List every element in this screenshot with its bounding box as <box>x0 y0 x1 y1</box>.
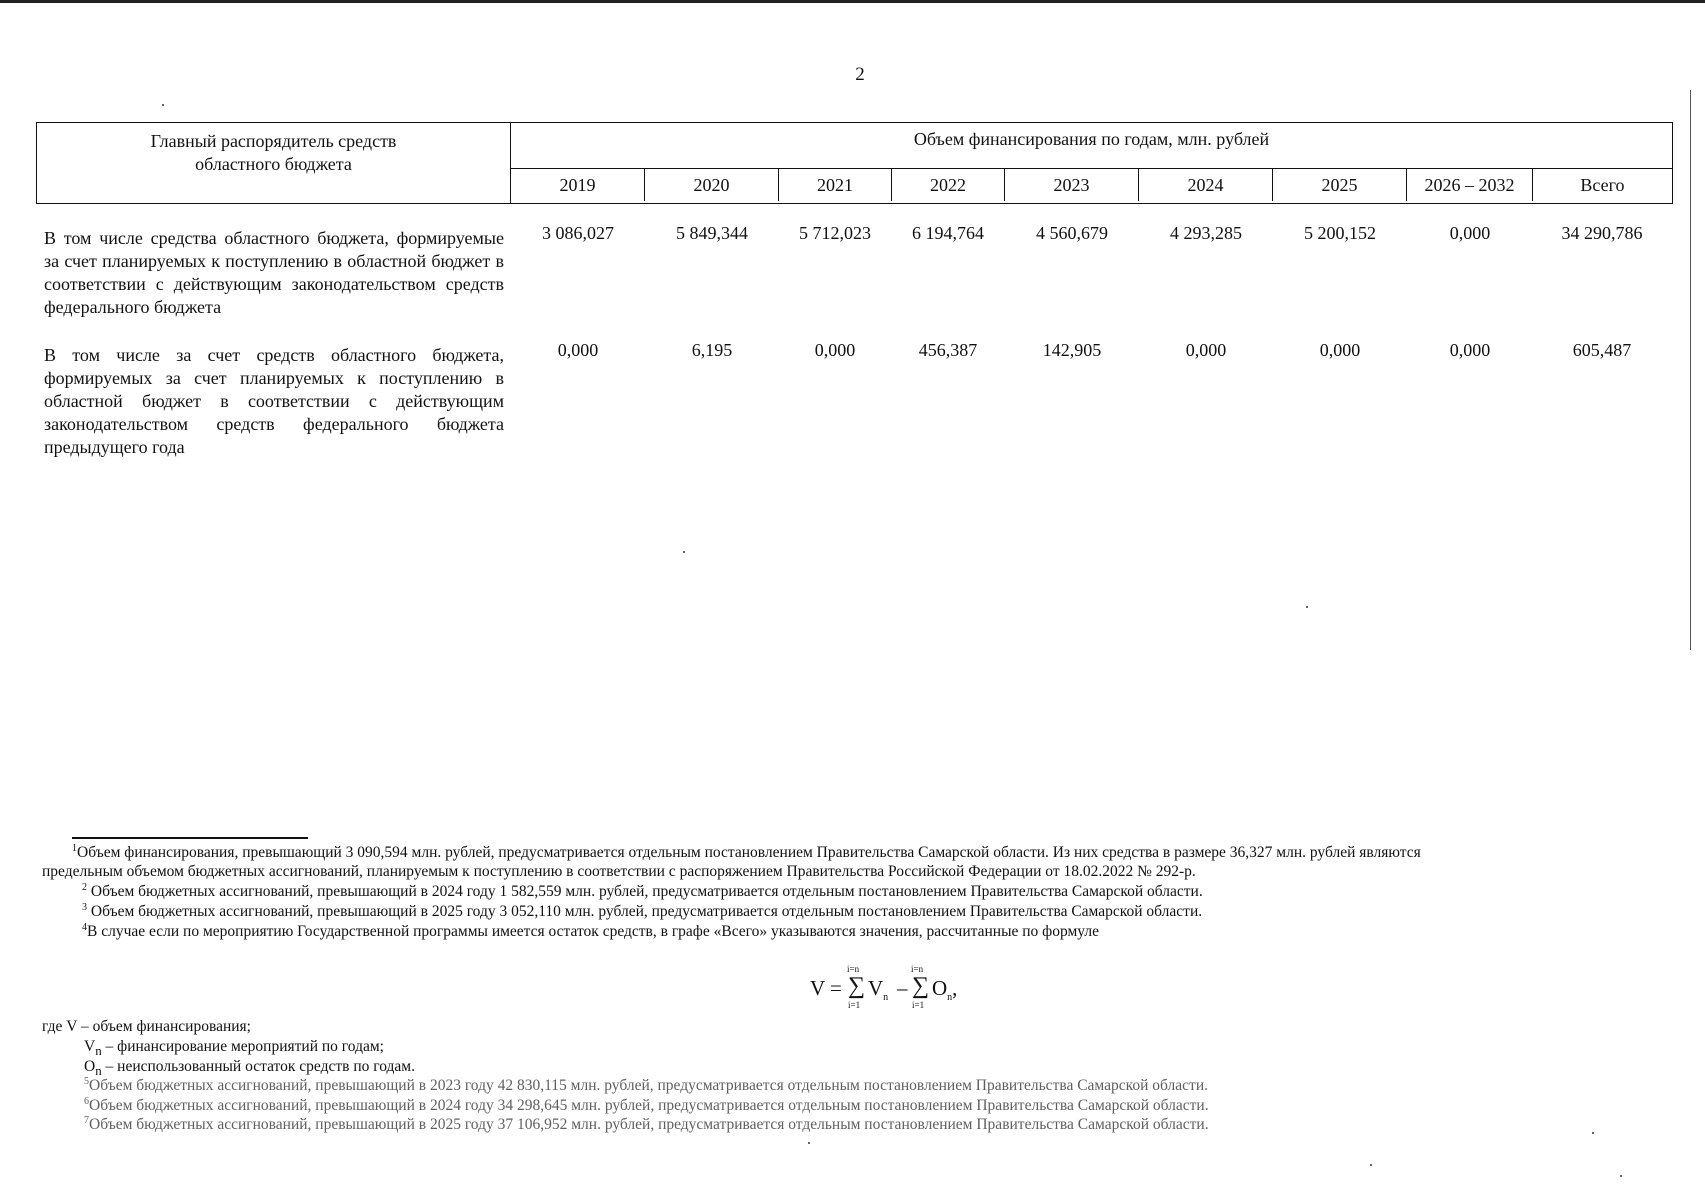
page-number: 2 <box>855 64 865 85</box>
scan-speck <box>1592 1132 1594 1134</box>
header-year-2024: 2024 <box>1139 169 1273 201</box>
footnote-4 <box>82 922 1099 941</box>
scan-speck <box>1306 606 1308 608</box>
footnote-4-mark: 4 <box>82 921 87 933</box>
formula-term2 <box>932 976 957 1003</box>
row-2-value-2019: 0,000 <box>557 340 599 360</box>
sum-icon: ∑ <box>912 973 930 999</box>
header-budget-holder-line2: областного бюджета <box>195 154 352 174</box>
footnote-7-text: Объем бюджетных ассигнований, превышающий в 2025 году 37 106,952 млн. рублей, предусматривается отдельным постановлением Правительства Самарской области. <box>89 1116 1209 1133</box>
formula-sum2-top: i=n <box>911 964 924 974</box>
footnote-7 <box>84 1115 1209 1134</box>
header-total: Всего <box>1580 175 1625 195</box>
header-year-2020: 2020 <box>645 169 779 201</box>
scan-speck <box>1370 1164 1372 1166</box>
formula-on-text: – неиспользованный остаток средств по годам. <box>101 1058 415 1075</box>
footnote-1-line1 <box>72 843 1684 862</box>
formula-term1-sub: n <box>883 992 889 1004</box>
header-funding-by-year: Объем финансирования по годам, млн. рублей <box>511 123 1672 169</box>
footnote-2-mark: 2 <box>82 881 87 893</box>
formula-term2-sub: n <box>947 992 953 1004</box>
footnote-2 <box>82 882 1203 901</box>
footnote-7-mark: 7 <box>84 1114 89 1126</box>
scan-speck <box>1620 1175 1622 1177</box>
footnote-6-text: Объем бюджетных ассигнований, превышающий в 2024 году 34 298,645 млн. рублей, предусматривается отдельным постановлением Правительства Самарской области. <box>89 1097 1209 1114</box>
scan-right-edge <box>1690 90 1691 650</box>
formula-on-sub: n <box>95 1063 102 1079</box>
row-1-label: В том числе средства областного бюджета, формируемые за счет планируемых к поступлению в областной бюджет в соответствии с действующим законодательством средств федерального бюджета <box>44 228 504 317</box>
footnote-1-line2: предельным объемом бюджетных ассигнований, планируемым к поступлению в соответствии с распоряжением Правительства Российской Федерации от 18.02.2022 № 292-р. <box>42 863 1196 880</box>
header-year-2021: 2021 <box>779 169 892 201</box>
footnote-6 <box>84 1096 1209 1115</box>
row-1-value-2023: 4 560,679 <box>1036 223 1108 243</box>
footnote-5 <box>84 1076 1208 1095</box>
footnote-5-text: Объем бюджетных ассигнований, превышающий в 2023 году 42 830,115 млн. рублей, предусматривается отдельным постановлением Правительства Самарской области. <box>89 1077 1208 1094</box>
scan-top-edge <box>0 0 1705 3</box>
row-2-value-2022: 456,387 <box>918 340 978 360</box>
formula-tail: , <box>952 976 958 1000</box>
formula-minus: – <box>897 976 908 1000</box>
scan-speck <box>683 551 685 553</box>
footnote-4-text: В случае если по мероприятию Государственной программы имеется остаток средств, в графе «Всего» указываются значения, рассчитанные по формуле <box>87 923 1099 940</box>
formula-term2-letter: O <box>932 976 948 1000</box>
row-1-value-2024: 4 293,285 <box>1170 223 1242 243</box>
sum-icon: ∑ <box>848 973 866 999</box>
row-2-value-2026-2032: 0,000 <box>1449 340 1491 360</box>
footnote-3 <box>82 902 1202 921</box>
formula-sum1-bottom: i=1 <box>848 1000 861 1010</box>
header-year-2022: 2022 <box>892 169 1005 201</box>
formula-vn-sub: n <box>95 1043 102 1059</box>
header-year-2019: 2019 <box>511 169 645 201</box>
row-1-value-2021: 5 712,023 <box>799 223 871 243</box>
table-header <box>36 122 1673 204</box>
header-budget-holder-line1: Главный распорядитель средств <box>150 131 397 151</box>
formula-on-letter: O <box>84 1058 96 1075</box>
row-2-value-total: 605,487 <box>1572 340 1632 360</box>
row-1-value-2025: 5 200,152 <box>1304 223 1376 243</box>
header-year-2026-2032: 2026 – 2032 <box>1407 169 1533 201</box>
row-2-value-2021: 0,000 <box>814 340 856 360</box>
scan-speck <box>808 1142 810 1144</box>
formula-term1 <box>868 976 888 1003</box>
row-1-value-2022: 6 194,764 <box>912 223 984 243</box>
row-1-value-2026-2032: 0,000 <box>1449 223 1491 243</box>
formula-lhs: V = <box>810 976 842 1000</box>
footnote-6-mark: 6 <box>84 1095 89 1107</box>
row-2-value-2023: 142,905 <box>1042 340 1102 360</box>
formula-term1-letter: V <box>868 976 884 1000</box>
footnote-2-text: Объем бюджетных ассигнований, превышающий в 2024 году 1 582,559 млн. рублей, предусматривается отдельным постановлением Правительства Самарской области. <box>90 883 1203 900</box>
formula-sum1-top: i=n <box>847 964 860 974</box>
header-budget-holder <box>37 123 511 203</box>
footnote-1-text: Объем финансирования, превышающий 3 090,594 млн. рублей, предусматривается отдельным постановлением Правительства Самарской области. Из них средства в размере 36,327 млн. рублей являются <box>77 844 1421 861</box>
header-year-2025: 2025 <box>1273 169 1407 201</box>
scan-speck <box>162 104 164 106</box>
row-1-value-total: 34 290,786 <box>1561 223 1643 243</box>
row-2-value-2020: 6,195 <box>691 340 733 360</box>
formula-vn-text: – финансирование мероприятий по годам; <box>101 1038 384 1055</box>
footnote-3-text: Объем бюджетных ассигнований, превышающий в 2025 году 3 052,110 млн. рублей, предусматривается отдельным постановлением Правительства Самарской области. <box>90 903 1203 920</box>
formula-sum2-bottom: i=1 <box>912 1000 925 1010</box>
footnote-5-mark: 5 <box>84 1075 89 1087</box>
row-2-value-2025: 0,000 <box>1319 340 1361 360</box>
footnote-3-mark: 3 <box>82 901 87 913</box>
row-1-value-2019: 3 086,027 <box>542 223 614 243</box>
header-year-2023: 2023 <box>1005 169 1139 201</box>
row-2-value-2024: 0,000 <box>1185 340 1227 360</box>
footnote-1-mark: 1 <box>72 842 77 854</box>
formula-vn-letter: V <box>84 1038 96 1055</box>
row-2-label: В том числе за счет средств областного бюджета, формируемых за счет планируемых к поступлению в областной бюджет в соответствии с действующим законодательством средств федерального бюджета предыдущего года <box>44 345 504 457</box>
footnote-separator <box>72 837 308 839</box>
formula-where-line: где V – объем финансирования; <box>42 1018 251 1035</box>
row-1-value-2020: 5 849,344 <box>676 223 748 243</box>
